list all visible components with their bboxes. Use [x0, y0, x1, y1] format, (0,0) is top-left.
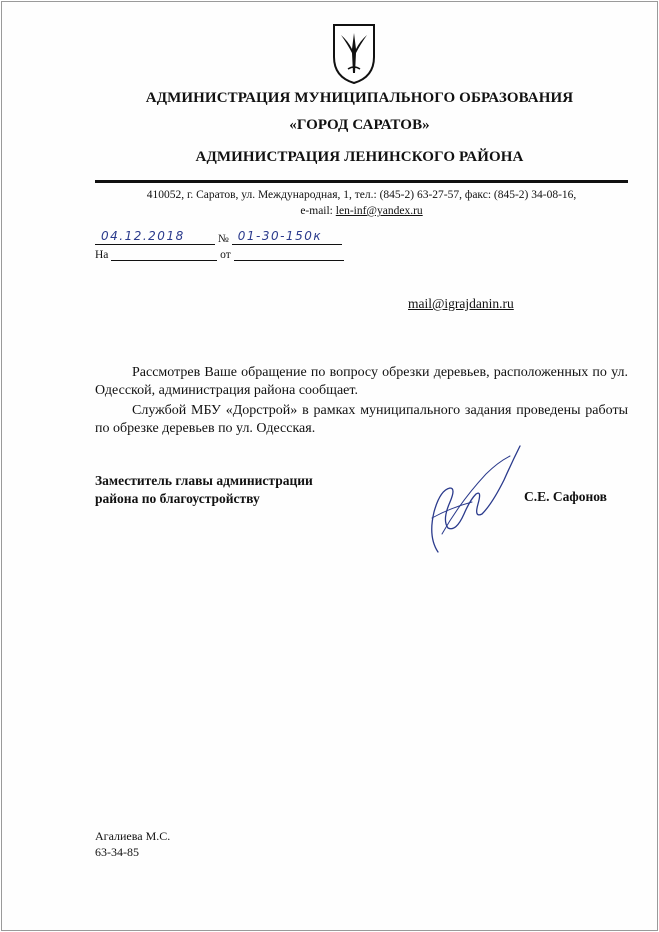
from-label: от	[220, 249, 231, 261]
signatory-name: С.Е. Сафонов	[524, 489, 607, 504]
incoming-date-field	[234, 248, 344, 261]
organization-email-link[interactable]: len-inf@yandex.ru	[335, 205, 423, 217]
header-district: АДМИНИСТРАЦИЯ ЛЕНИНСКОГО РАЙОНА	[195, 149, 524, 165]
outgoing-date-field	[95, 229, 215, 245]
address-line: 410052, г. Саратов, ул. Международная, 1, тел.: (845-2) 63-27-57, факс: (845-2) 34-08-16,	[146, 189, 577, 201]
executor-info	[95, 828, 170, 860]
outgoing-date-handwritten: 04.12.2018	[101, 229, 185, 243]
outgoing-number-field	[232, 229, 342, 245]
email-label: e-mail:	[300, 205, 336, 217]
body-paragraph-2: Службой МБУ «Дорстрой» в рамках муниципального задания проведены работы по обрезке деревьев по ул. Одесская.	[95, 403, 628, 436]
outgoing-reference-row	[95, 229, 342, 245]
handwritten-signature	[420, 442, 525, 557]
executor-name: Агалиева М.С.	[95, 829, 171, 843]
saratov-coat-of-arms-icon	[332, 23, 376, 85]
signatory-title	[95, 472, 313, 507]
outgoing-number-handwritten: 01-30-150к	[237, 229, 323, 243]
letter-page	[1, 1, 658, 931]
on-label: На	[95, 249, 109, 261]
header-city: «ГОРОД САРАТОВ»	[289, 117, 430, 133]
number-sign: №	[217, 233, 229, 245]
header-divider	[95, 180, 628, 183]
signatory-title-line-2: района по благоустройству	[95, 490, 260, 506]
incoming-reference-row	[95, 248, 344, 261]
body-paragraph-1: Рассмотрев Ваше обращение по вопросу обрезки деревьев, расположенных по ул. Одесской, администрация района сообщает.	[95, 365, 628, 398]
recipient-email[interactable]: mail@igrajdanin.ru	[408, 296, 514, 311]
header-organization: АДМИНИСТРАЦИЯ МУНИЦИПАЛЬНОГО ОБРАЗОВАНИЯ	[145, 90, 574, 106]
email-line	[95, 205, 628, 217]
executor-phone: 63-34-85	[95, 845, 139, 859]
incoming-number-field	[111, 248, 217, 261]
signatory-title-line-1: Заместитель главы администрации	[95, 473, 313, 488]
